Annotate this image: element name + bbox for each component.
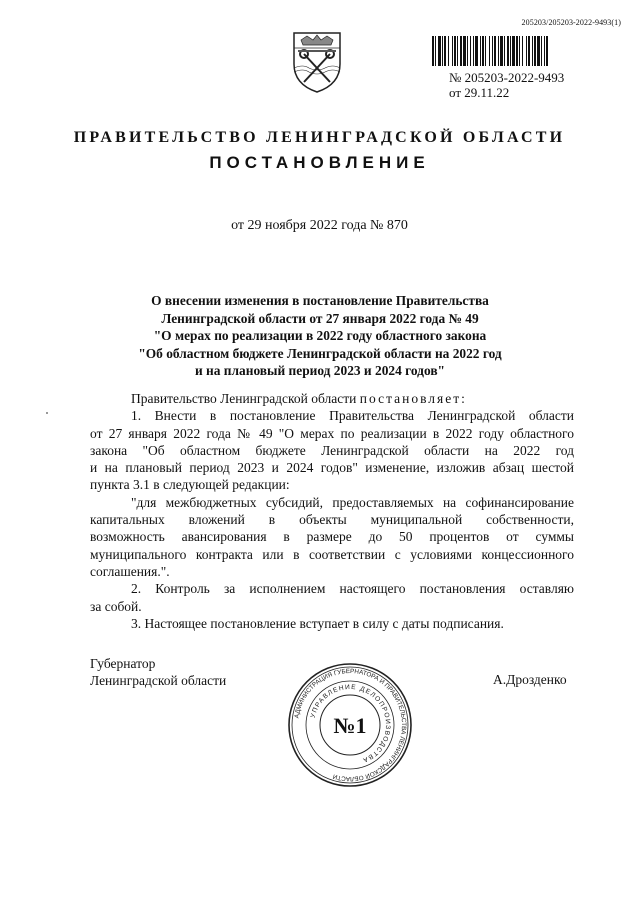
barcode-bar <box>454 36 456 66</box>
registration-info <box>449 71 564 101</box>
barcode-bar <box>452 36 453 66</box>
registration-number: № 205203-2022-9493 <box>449 70 565 85</box>
barcode-bar <box>544 36 545 66</box>
barcode-bar <box>467 36 468 66</box>
stamp-outer-text: АДМИНИСТРАЦИЯ ГУБЕРНАТОРА И ПРАВИТЕЛЬСТВА ЛЕНИНГРАДСКОЙ ОБЛАСТИ <box>293 667 408 783</box>
item-1-line: 1. Внести в постановление Правительства Ленинградской области <box>131 408 574 424</box>
item-2-line: 2. Контроль за исполнением настоящего постановления оставляю <box>131 581 574 597</box>
barcode-bar <box>460 36 462 66</box>
barcode-bar <box>512 36 515 66</box>
barcode-bar <box>432 36 434 66</box>
signatory-position <box>90 655 226 690</box>
subject-line: "О мерах по реализации в 2022 году областного закона <box>153 328 487 343</box>
barcode-bar <box>519 36 520 66</box>
barcode-bar <box>457 36 458 66</box>
barcode-bar <box>448 36 449 66</box>
barcode-bar <box>482 36 484 66</box>
subject-line: О внесении изменения в постановление Правительства <box>151 293 489 308</box>
preamble-text: Правительство Ленинградской области <box>131 391 360 406</box>
barcode-bar <box>528 36 530 66</box>
barcode-bar <box>492 36 493 66</box>
barcode-bar <box>435 36 436 66</box>
item-1-line: и на плановый период 2023 и 2024 годов" изменение, изложив абзац шестой <box>90 460 574 476</box>
preamble <box>90 390 574 407</box>
decree-title: ПОСТАНОВЛЕНИЕ <box>209 153 430 172</box>
position-line: Ленинградской области <box>90 673 227 689</box>
barcode-bar <box>438 36 441 66</box>
barcode-bar <box>444 36 446 66</box>
item-1-line: от 27 января 2022 года № 49 "О мерах по реализации в 2022 году областного <box>90 425 574 441</box>
barcode-bar <box>498 36 499 66</box>
signatory-name: А.Дрозденко <box>493 672 567 687</box>
barcode-bar <box>500 36 503 66</box>
registration-date: от 29.11.22 <box>449 84 510 100</box>
barcode-bar <box>534 36 536 66</box>
item-2-line: за собой. <box>90 598 142 614</box>
quote-line: соглашения.". <box>90 563 170 579</box>
barcode-bar <box>470 36 471 66</box>
barcode-bar <box>522 36 523 66</box>
decree-subject <box>110 292 530 380</box>
official-stamp <box>287 662 413 788</box>
barcode-bar <box>475 36 478 66</box>
preamble-verb: постановляет: <box>359 391 467 406</box>
decree-date-number: от 29 ноября 2022 года № 870 <box>231 218 408 233</box>
government-title: ПРАВИТЕЛЬСТВО ЛЕНИНГРАДСКОЙ ОБЛАСТИ <box>73 129 566 146</box>
quote-line: капитальных вложений в объекты муниципальной собственности, <box>90 512 574 528</box>
barcode-bar <box>507 36 509 66</box>
barcode <box>432 36 590 66</box>
document-code: 205203/205203-2022-9493(1) <box>521 18 621 27</box>
barcode-bar <box>485 36 486 66</box>
subject-line: "Об областном бюджете Ленинградской области на 2022 год <box>138 345 502 361</box>
stamp-inner-text: УПРАВЛЕНИЕ ДЕЛОПРОИЗВОДСТВА <box>309 683 392 764</box>
quote-line: возможность авансирования в размере до 50 процентов от суммы <box>90 529 574 545</box>
subject-line: и на плановый период 2023 и 2024 годов" <box>194 363 445 378</box>
barcode-bar <box>516 36 518 66</box>
decree-body <box>90 390 574 632</box>
item-1-line: закона "Об областном бюджете Ленинградской области на 2022 год <box>90 442 574 458</box>
barcode-bar <box>494 36 496 66</box>
barcode-bar <box>463 36 466 66</box>
scan-speck <box>46 412 48 414</box>
subject-line: Ленинградской области от 27 января 2022 года № 49 <box>161 310 479 326</box>
stamp-number: №1 <box>333 713 367 738</box>
quote-line: "для межбюджетных субсидий, предоставляемых на софинансирование <box>131 494 574 510</box>
barcode-bar <box>510 36 511 66</box>
barcode-bar <box>541 36 542 66</box>
barcode-bar <box>537 36 540 66</box>
barcode-bar <box>532 36 533 66</box>
position-line: Губернатор <box>90 656 156 671</box>
quote-line: муниципального контракта или в соответствии с условиями концессионного <box>90 546 574 562</box>
coat-of-arms-icon <box>291 30 343 94</box>
barcode-bar <box>504 36 505 66</box>
barcode-bar <box>473 36 474 66</box>
barcode-bar <box>480 36 481 66</box>
barcode-bar <box>526 36 527 66</box>
item-3: 3. Настоящее постановление вступает в силу с даты подписания. <box>131 615 504 631</box>
barcode-bar <box>442 36 443 66</box>
barcode-bar <box>546 36 548 66</box>
item-1-line: пункта 3.1 в следующей редакции: <box>90 477 290 493</box>
barcode-bar <box>489 36 490 66</box>
